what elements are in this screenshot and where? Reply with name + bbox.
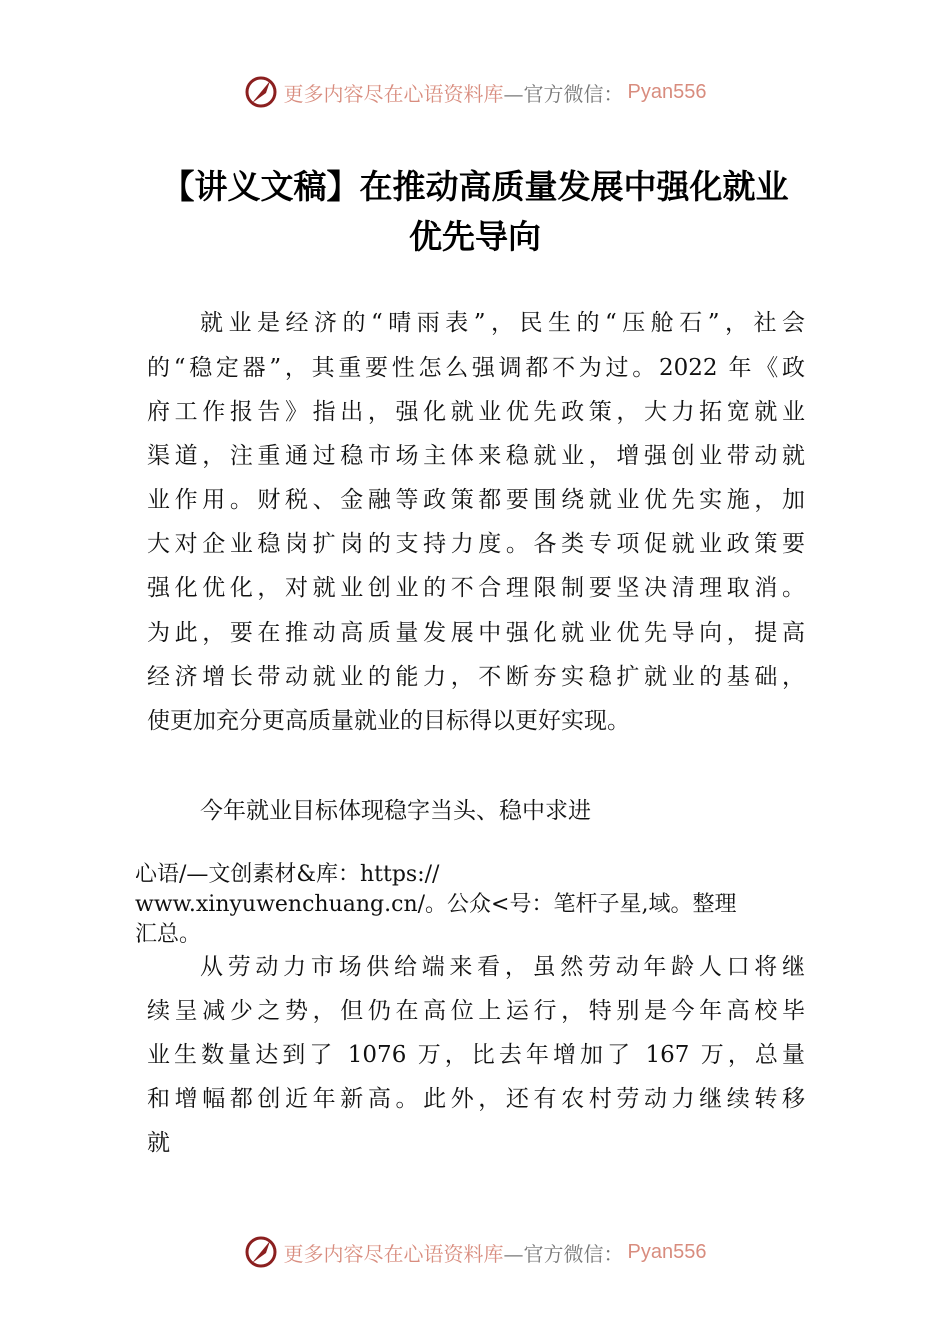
watermark-wechat-label: —官方微信： [503, 1241, 624, 1266]
quill-logo-icon [244, 1235, 278, 1269]
source-line: 心语/—文创素材&库：https:// [135, 862, 440, 887]
text-line: 大对企业稳岗扩岗的支持力度。各类专项促就业政策要 [147, 531, 805, 557]
text-line: 业作用。财税、金融等政策都要围绕就业优先实施，加 [147, 487, 805, 513]
watermark-id: Pyan556 [627, 80, 707, 103]
text-line: 从劳动力市场供给端来看，虽然劳动年龄人口将继 [200, 954, 805, 980]
text-line: 和增幅都创近年新高。此外，还有农村劳动力继续转移 [147, 1086, 805, 1112]
text-line: 经济增长带动就业的能力，不断夯实稳扩就业的基础， [147, 664, 805, 690]
text-line: 强化优化，对就业创业的不合理限制要坚决清理取消。 [147, 575, 805, 601]
header-watermark [0, 72, 950, 112]
text-line: 业生数量达到了 1076 万，比去年增加了 167 万，总量 [147, 1042, 805, 1068]
text-line: 的“稳定器”，其重要性怎么强调都不为过。2022 年《政 [147, 355, 805, 381]
text-line: 府工作报告》指出，强化就业优先政策，大力拓宽就业 [147, 399, 805, 425]
source-line: 汇总。 [135, 922, 202, 947]
quill-logo-icon [244, 75, 278, 109]
watermark-id: Pyan556 [627, 1240, 707, 1263]
watermark-wechat-label: —官方微信： [503, 81, 624, 106]
document-title [0, 162, 950, 262]
text-line: 使更加充分更高质量就业的目标得以更好实现。 [147, 708, 630, 734]
watermark-text: 更多内容尽在心语资料库 [283, 1241, 504, 1266]
text-line: 就 [147, 1130, 170, 1156]
title-line: 【讲义文稿】在推动高质量发展中强化就业 [161, 167, 789, 206]
text-line: 渠道，注重通过稳市场主体来稳就业，增强创业带动就 [147, 443, 805, 469]
text-line: 续呈减少之势，但仍在高位上运行，特别是今年高校毕 [147, 998, 805, 1024]
watermark-text: 更多内容尽在心语资料库 [283, 81, 504, 106]
source-line: www.xinyuwenchuang.cn/。公众<号：笔杆子星,域。整理 [135, 892, 737, 917]
section-heading: 今年就业目标体现稳字当头、稳中求进 [200, 798, 591, 824]
text-line: 为此，要在推动高质量发展中强化就业优先导向，提高 [147, 620, 805, 646]
text-line: 就业是经济的“晴雨表”，民生的“压舱石”，社会 [200, 310, 805, 336]
footer-watermark [0, 1232, 950, 1272]
title-line: 优先导向 [409, 217, 541, 256]
